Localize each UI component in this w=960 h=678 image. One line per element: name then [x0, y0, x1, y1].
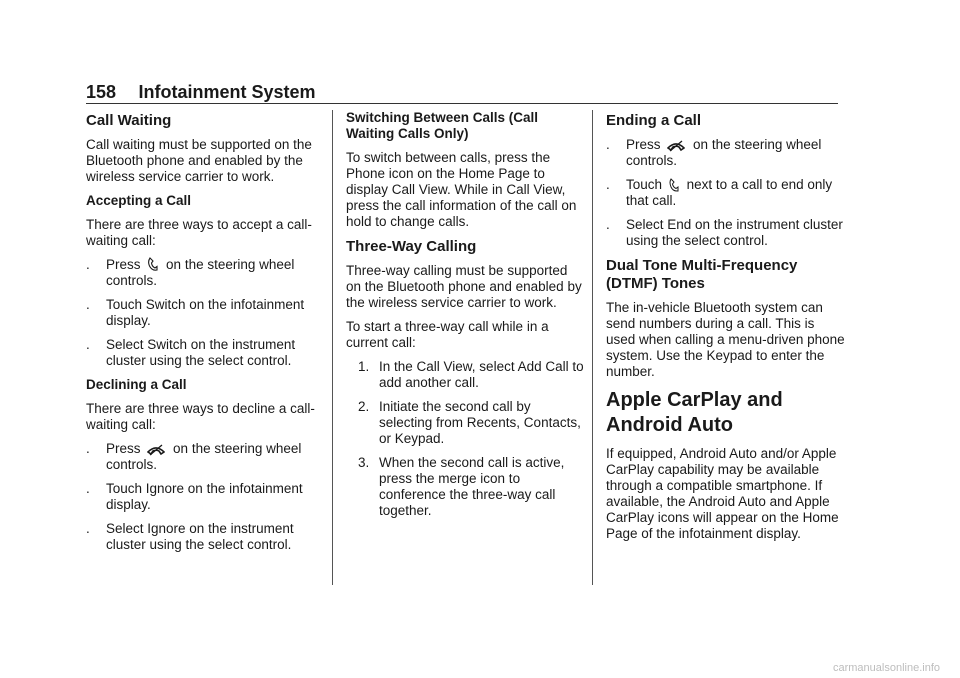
bullet: . [86, 297, 90, 312]
page-header [86, 82, 838, 103]
three-way-calling-heading: Three-Way Calling [346, 238, 477, 255]
bullet: . [86, 521, 90, 536]
list-item: . Select End on the instrument cluster using the select control. [606, 217, 843, 248]
dtmf-heading: Dual Tone Multi-Frequency (DTMF) Tones [606, 257, 798, 292]
phone-hangup-icon [147, 444, 165, 456]
column-divider [592, 110, 593, 585]
list-item: . Press on the steering wheel controls. [606, 137, 822, 168]
header-rule [86, 103, 838, 104]
declining-call-subheading: Declining a Call [86, 377, 187, 392]
step-number: 1. [358, 359, 370, 374]
footer-watermark: carmanualsonline.info [832, 662, 940, 674]
phone-hangup-icon [667, 140, 685, 152]
step-number: 2. [358, 399, 370, 414]
switching-calls-text: To switch between calls, press the Phone icon on the Home Page to display Call View. While in Call View, press the call information of the call on hold to change calls. [346, 150, 577, 229]
step-number: 3. [358, 455, 370, 470]
three-way-start: To start a three-way call while in a current call: [346, 319, 549, 350]
ending-call-heading: Ending a Call [606, 112, 702, 129]
list-item: . Touch Ignore on the infotainment display. [86, 481, 303, 512]
three-way-intro: Three-way calling must be supported on the Bluetooth phone and enabled by the wireless service carrier to work. [346, 263, 582, 310]
list-item: . Select Ignore on the instrument cluster using the select control. [86, 521, 294, 552]
page-number: 158 [86, 82, 117, 102]
call-waiting-intro: Call waiting must be supported on the Bluetooth phone and enabled by the wireless service carrier to work. [86, 137, 312, 184]
declining-call-intro: There are three ways to decline a call-waiting call: [86, 401, 315, 432]
numbered-step: 3. When the second call is active, press the merge icon to conference the three-way call together. [358, 455, 565, 518]
list-item: . Select Switch on the instrument cluster using the select control. [86, 337, 296, 368]
bullet: . [606, 217, 610, 232]
phone-answer-icon [147, 257, 158, 272]
column-2 [346, 110, 586, 527]
column-3 [606, 110, 846, 550]
section-title: Infotainment System [138, 82, 316, 102]
numbered-step: 1. In the Call View, select Add Call to add another call. [358, 359, 584, 390]
accepting-call-subheading: Accepting a Call [86, 193, 192, 208]
dtmf-text: The in-vehicle Bluetooth system can send numbers during a call. This is used when calling a menu-driven phone system. Use the Keypad to enter the number. [606, 300, 845, 379]
end-call-icon [669, 178, 679, 192]
accepting-call-intro: There are three ways to accept a call-waiting call: [86, 217, 312, 248]
list-item: . Press on the steering wheel controls. [86, 441, 302, 472]
column-1 [86, 110, 326, 561]
list-item: . Touch next to a call to end only that call. [606, 177, 833, 208]
call-waiting-heading: Call Waiting [86, 112, 172, 129]
bullet: . [86, 257, 90, 272]
carplay-text: If equipped, Android Auto and/or Apple CarPlay capability may be available through a compatible smartphone. If available, the Android Auto and Apple CarPlay icons will appear on the Home Page of the infotainment display. [606, 446, 839, 541]
bullet: . [86, 337, 90, 352]
bullet: . [606, 137, 610, 152]
bullet: . [86, 441, 90, 456]
bullet: . [86, 481, 90, 496]
list-item: . Press on the steering wheel controls. [86, 257, 295, 288]
switching-calls-subheading: Switching Between Calls (Call Waiting Calls Only) [346, 110, 539, 141]
carplay-heading: Apple CarPlay and Android Auto [606, 389, 783, 436]
numbered-step: 2. Initiate the second call by selecting from Recents, Contacts, or Keypad. [358, 399, 581, 446]
bullet: . [606, 177, 610, 192]
list-item: . Touch Switch on the infotainment display. [86, 297, 305, 328]
column-divider [332, 110, 333, 585]
